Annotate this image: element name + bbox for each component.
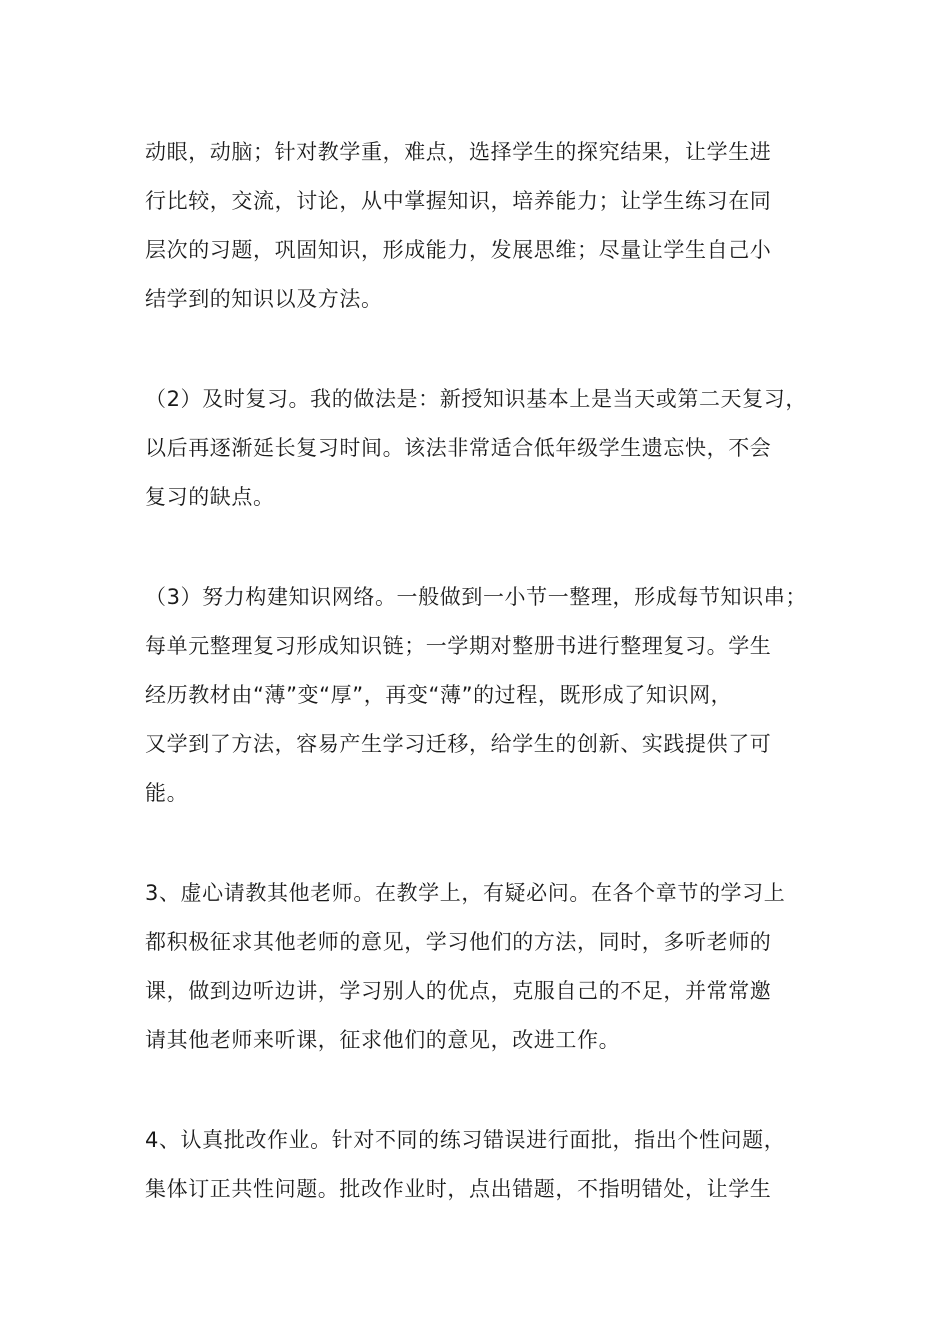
text-line: 行比较，交流，讨论，从中掌握知识，培养能力；让学生练习在同 bbox=[145, 189, 772, 213]
text-line: 经历教材由“薄”变“厚”，再变“薄”的过程，既形成了知识网， bbox=[145, 683, 733, 707]
text-line: 3、虚心请教其他老师。在教学上，有疑必问。在各个章节的学习上 bbox=[145, 881, 786, 905]
text-line: （3）努力构建知识网络。一般做到一小节一整理，形成每节知识串； bbox=[145, 585, 807, 609]
text-line: 以后再逐渐延长复习时间。该法非常适合低年级学生遗忘快，不会 bbox=[145, 436, 772, 460]
text-line: 又学到了方法，容易产生学习迁移，给学生的创新、实践提供了可 bbox=[145, 732, 772, 756]
text-line: （2）及时复习。我的做法是：新授知识基本上是当天或第二天复习， bbox=[145, 387, 807, 411]
text-line: 层次的习题，巩固知识，形成能力，发展思维；尽量让学生自己小 bbox=[145, 238, 772, 262]
paragraph-grade-homework bbox=[145, 1116, 810, 1214]
text-line: 都积极征求其他老师的意见，学习他们的方法，同时，多听老师的 bbox=[145, 930, 772, 954]
text-line: 每单元整理复习形成知识链；一学期对整册书进行整理复习。学生 bbox=[145, 634, 772, 658]
text-line: 4、认真批改作业。针对不同的练习错误进行面批，指出个性问题， bbox=[145, 1128, 786, 1152]
text-line: 能。 bbox=[145, 781, 189, 805]
text-line: 集体订正共性问题。批改作业时，点出错题，不指明错处，让学生 bbox=[145, 1177, 772, 1201]
paragraph-knowledge-network bbox=[145, 573, 810, 818]
text-line: 动眼，动脑；针对教学重，难点，选择学生的探究结果，让学生进 bbox=[145, 140, 772, 164]
text-line: 请其他老师来听课，征求他们的意见，改进工作。 bbox=[145, 1028, 621, 1052]
paragraph-active-learning bbox=[145, 128, 810, 324]
paragraph-timely-review bbox=[145, 375, 810, 522]
text-line: 课，做到边听边讲，学习别人的优点，克服自己的不足，并常常邀 bbox=[145, 979, 772, 1003]
paragraph-consult-teachers bbox=[145, 869, 810, 1065]
text-line: 复习的缺点。 bbox=[145, 485, 275, 509]
text-line: 结学到的知识以及方法。 bbox=[145, 287, 383, 311]
